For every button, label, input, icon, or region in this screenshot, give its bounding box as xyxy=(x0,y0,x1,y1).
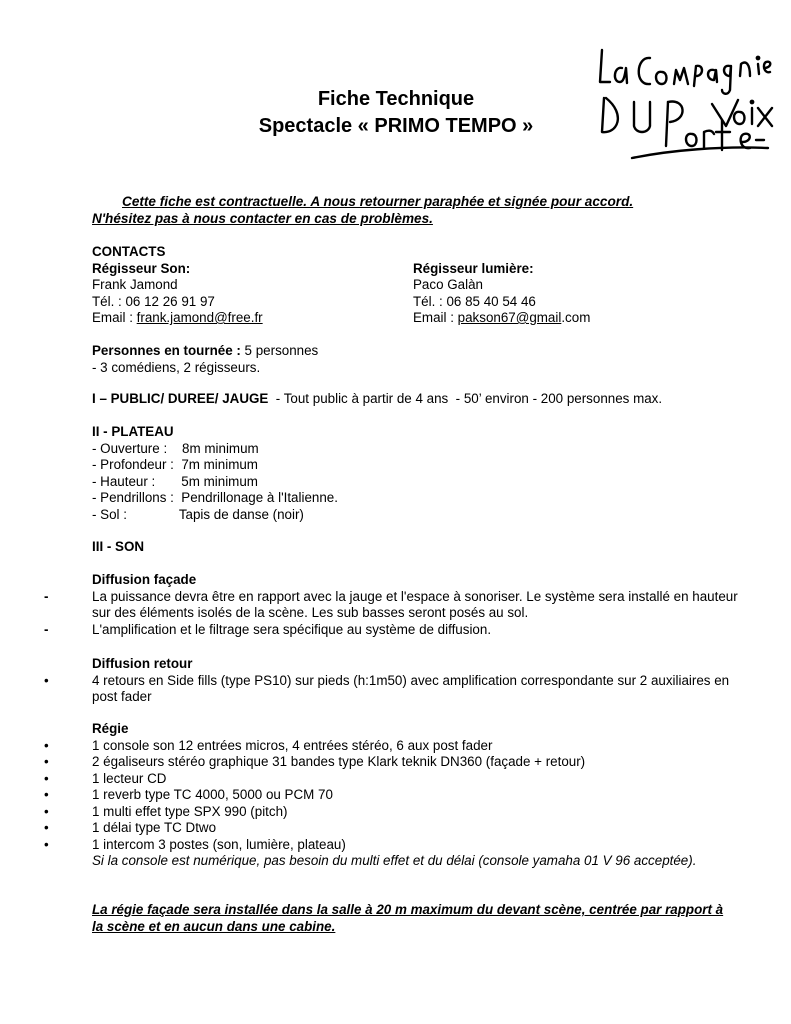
list-item xyxy=(36,754,756,771)
list-item-text: 1 console son 12 entrées micros, 4 entrées stéréo, 6 aux post fader xyxy=(92,737,493,753)
plateau-line: - Pendrillons : Pendrillonage à l'Italienne. xyxy=(92,490,338,505)
sound-section-heading: III - SON xyxy=(92,539,145,554)
dash-marker: - xyxy=(44,621,49,637)
title-line-2: Spectacle « PRIMO TEMPO » xyxy=(258,115,534,137)
regie-heading: Régie xyxy=(92,721,129,736)
bullet-marker: • xyxy=(44,803,49,819)
sound-tel: Tél. : 06 12 26 91 97 xyxy=(92,293,215,309)
list-item xyxy=(36,589,756,622)
plateau-heading: II - PLATEAU xyxy=(92,424,174,439)
list-item-text: 1 multi effet type SPX 990 (pitch) xyxy=(92,803,288,819)
logo-graphic xyxy=(592,42,774,172)
tour-detail: - 3 comédiens, 2 régisseurs. xyxy=(92,359,261,375)
light-tel: Tél. : 06 85 40 54 46 xyxy=(413,293,536,309)
regie-list xyxy=(36,738,756,854)
page-title xyxy=(210,86,582,140)
light-email-label: Email : xyxy=(413,310,458,325)
retour-heading: Diffusion retour xyxy=(92,656,193,671)
notice-line-1: Cette fiche est contractuelle. A nous retourner paraphée et signée pour accord. xyxy=(122,194,634,209)
bullet-marker: • xyxy=(44,754,49,769)
bullet-marker: • xyxy=(44,836,49,852)
sound-email-line xyxy=(92,310,392,327)
light-email-domain: .com xyxy=(561,310,591,325)
list-item-text: 1 intercom 3 postes (son, lumière, plateau) xyxy=(92,836,346,852)
list-item xyxy=(36,771,756,788)
list-item-text: 4 retours en Side fills (type PS10) sur pieds (h:1m50) avec amplification correspondante sur 2 auxiliaires en post fader xyxy=(92,672,730,704)
bullet-marker: • xyxy=(44,770,49,786)
list-item xyxy=(36,837,756,854)
sound-role: Régisseur Son: xyxy=(92,260,191,276)
facade-heading: Diffusion façade xyxy=(92,572,197,587)
light-email-link[interactable]: pakson67@gmail xyxy=(457,310,562,325)
tour-section xyxy=(92,343,752,376)
dash-marker: - xyxy=(44,588,49,604)
list-item-text: 2 égaliseurs stéréo graphique 31 bandes type Klark teknik DN360 (façade + retour) xyxy=(92,754,586,769)
console-note: Si la console est numérique, pas besoin du multi effet et du délai (console yamaha 01 V 96 acceptée). xyxy=(92,853,697,868)
list-item-text: 1 délai type TC Dtwo xyxy=(92,820,217,835)
bullet-marker: • xyxy=(44,787,49,802)
list-item-text: 1 lecteur CD xyxy=(92,770,167,786)
list-item xyxy=(36,804,756,821)
light-role: Régisseur lumière: xyxy=(413,260,534,276)
regie-placement-note: La régie façade sera installée dans la salle à 20 m maximum du devant scène, centrée par rapport à la scène et en aucun dans une cabine. xyxy=(92,902,724,934)
retour-list xyxy=(36,673,756,706)
contract-notice xyxy=(92,193,732,227)
plateau-line: - Ouverture : 8m minimum xyxy=(92,440,259,456)
public-label: I – PUBLIC/ DUREE/ JAUGE xyxy=(92,391,269,406)
contacts-light xyxy=(413,261,713,327)
list-item xyxy=(36,673,756,706)
notice-line-2: N'hésitez pas à nous contacter en cas de problèmes. xyxy=(92,211,433,226)
light-name: Paco Galàn xyxy=(413,277,483,292)
list-item xyxy=(36,622,756,639)
tour-label: Personnes en tournée : xyxy=(92,343,245,358)
plateau-line: - Hauteur : 5m minimum xyxy=(92,473,258,489)
contacts-heading: CONTACTS xyxy=(92,244,166,259)
plateau-line: - Sol : Tapis de danse (noir) xyxy=(92,506,304,522)
list-item xyxy=(36,820,756,837)
bullet-marker: • xyxy=(44,820,49,835)
list-item xyxy=(36,738,756,755)
plateau-section xyxy=(92,424,752,523)
light-email-line xyxy=(413,310,713,327)
list-item-text: 1 reverb type TC 4000, 5000 ou PCM 70 xyxy=(92,787,333,802)
list-item-text: L'amplification et le filtrage sera spécifique au système de diffusion. xyxy=(92,621,492,637)
facade-list xyxy=(36,589,756,639)
list-item xyxy=(36,787,756,804)
plateau-line: - Profondeur : 7m minimum xyxy=(92,457,258,472)
tour-value: 5 personnes xyxy=(244,343,319,358)
contacts-sound xyxy=(92,244,392,327)
sound-name: Frank Jamond xyxy=(92,277,178,292)
sound-email-link[interactable]: frank.jamond@free.fr xyxy=(136,310,263,325)
tour-line xyxy=(92,343,752,360)
list-item-text: La puissance devra être en rapport avec la jauge et l'espace à sonoriser. Le système sera installé en hauteur sur des éléments isolés de la scène. Les sub basses seront posés au sol. xyxy=(92,588,738,620)
title-line-1: Fiche Technique xyxy=(317,88,475,110)
company-logo xyxy=(592,42,774,172)
sound-email-label: Email : xyxy=(92,310,137,325)
bullet-marker: • xyxy=(44,672,49,688)
public-section xyxy=(92,391,752,408)
public-value: - Tout public à partir de 4 ans - 50’ environ - 200 personnes max. xyxy=(268,391,663,406)
bullet-marker: • xyxy=(44,737,49,753)
